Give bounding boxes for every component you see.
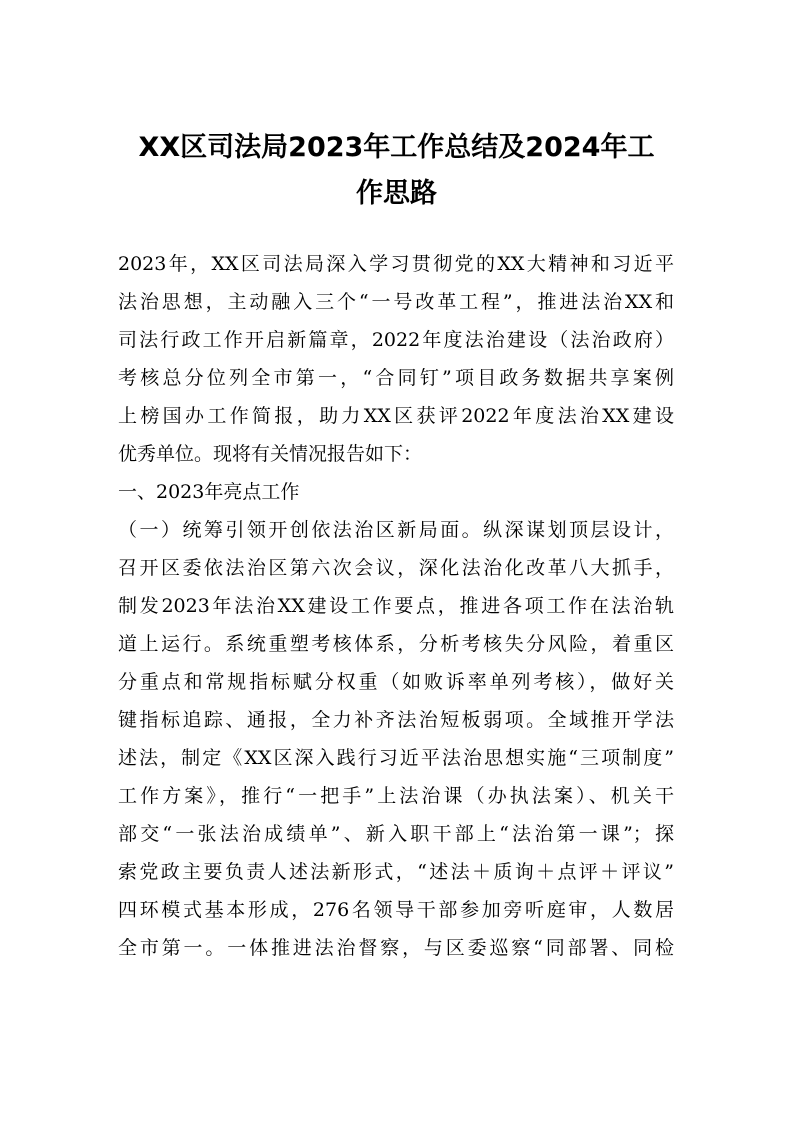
- paragraph-line: 制发2023年法治XX建设工作要点，推进各项工作在法治轨: [118, 595, 674, 617]
- section-heading: 一、2023年亮点工作: [118, 481, 300, 503]
- paragraph-line: 分重点和常规指标赋分权重（如败诉率单列考核），做好关: [118, 671, 674, 693]
- intro-line: 法治思想，主动融入三个“一号改革工程”，推进法治XX和: [118, 291, 674, 313]
- paragraph-line: 工作方案》，推行“一把手”上法治课（办执法案）、机关干: [118, 785, 674, 807]
- paragraph-line: 全市第一。一体推进法治督察，与区委巡察“同部署、同检: [118, 937, 674, 959]
- intro-line: 上榜国办工作简报，助力XX区获评2022年度法治XX建设: [118, 405, 674, 427]
- paragraph-line: 索党政主要负责人述法新形式，“述法＋质询＋点评＋评议”: [118, 861, 674, 883]
- intro-line: 考核总分位列全市第一，“合同钉”项目政务数据共享案例: [118, 367, 674, 389]
- paragraph-line: 四环模式基本形成，276名领导干部参加旁听庭审，人数居: [118, 899, 674, 921]
- intro-line: 优秀单位。现将有关情况报告如下：: [118, 443, 423, 465]
- paragraph-line: 述法，制定《XX区深入践行习近平法治思想实施“三项制度”: [118, 747, 674, 769]
- intro-line: 2023年，XX区司法局深入学习贯彻党的XX大精神和习近平: [118, 253, 674, 275]
- paragraph-line: 道上运行。系统重塑考核体系，分析考核失分风险，着重区: [118, 633, 674, 655]
- document-title-line-2: 作思路: [356, 178, 437, 209]
- paragraph-line: 召开区委依法治区第六次会议，深化法治化改革八大抓手，: [118, 557, 674, 579]
- paragraph-line: （一）统筹引领开创依法治区新局面。纵深谋划顶层设计，: [118, 519, 674, 541]
- intro-line: 司法行政工作开启新篇章，2022年度法治建设（法治政府）: [118, 329, 674, 351]
- document-title-line-1: XX区司法局2023年工作总结及2024年工: [138, 132, 655, 163]
- paragraph-line: 部交“一张法治成绩单”、新入职干部上“法治第一课”；探: [118, 823, 674, 845]
- paragraph-line: 键指标追踪、通报，全力补齐法治短板弱项。全域推开学法: [118, 709, 674, 731]
